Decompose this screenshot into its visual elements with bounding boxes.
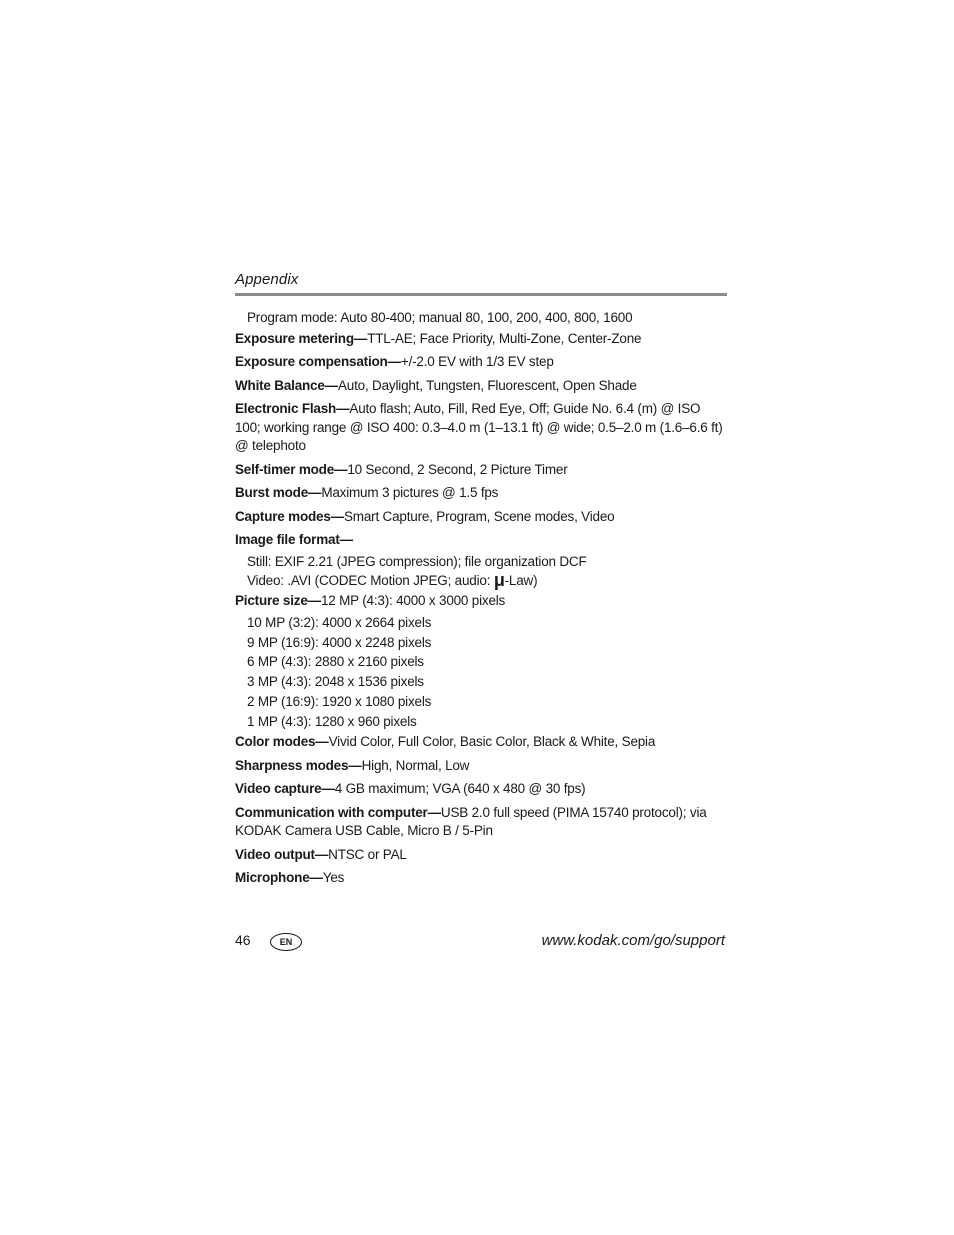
spec-value: Auto, Daylight, Tungsten, Fluorescent, Open Shade [337,377,637,393]
spec-color-modes [235,733,727,752]
spec-value: NTSC or PAL [328,846,407,862]
spec-image-file-format [235,531,727,550]
spec-value: 10 Second, 2 Second, 2 Picture Timer [347,461,568,477]
manual-page [235,270,727,888]
spec-value: Vivid Color, Full Color, Basic Color, Black & White, Sepia [328,734,656,750]
spec-picture-size [235,592,727,611]
spec-video-capture [235,780,727,799]
spec-term: Exposure metering— [235,330,368,346]
spec-value: Smart Capture, Program, Scene modes, Video [343,508,615,524]
list-item: Still: EXIF 2.21 (JPEG compression); file organization DCF [247,553,587,569]
spec-term: Video output— [235,846,329,862]
list-item: 3 MP (4:3): 2048 x 1536 pixels [247,674,424,690]
spec-exposure-compensation [235,353,727,372]
spec-term: Electronic Flash— [235,401,350,416]
spec-sharpness-modes [235,757,727,776]
spec-term: Microphone— [235,870,323,886]
spec-microphone [235,869,727,888]
spec-electronic-flash [235,400,727,456]
language-badge-icon: EN [270,933,302,951]
page-footer [235,930,725,952]
spec-value: TTL-AE; Face Priority, Multi-Zone, Center-Zone [367,330,642,346]
spec-term: Communication with computer— [235,804,441,820]
spec-video-output [235,846,727,865]
running-head: Appendix [235,271,299,288]
list-item: 10 MP (3:2): 4000 x 2664 pixels [247,615,432,630]
spec-white-balance [235,377,727,396]
spec-value: Yes [322,870,345,886]
list-item: 1 MP (4:3): 1280 x 960 pixels [247,713,417,729]
spec-value: High, Normal, Low [361,757,470,773]
page-number: 46 [235,932,251,948]
spec-burst-mode [235,484,727,503]
list-item: Video: .AVI (CODEC Motion JPEG; audio: μ-Law) [247,569,538,590]
picture-size-list [235,613,727,731]
list-item: 6 MP (4:3): 2880 x 2160 pixels [247,654,424,670]
spec-value: Auto flash; Auto, Fill, Red Eye, Off; Guide No. 6.4 (m) @ ISO 100; working range @ ISO 400: 0.3–4.0 m (1–13.1 ft) @ wide; 0.5–2.0 m (1.6–6.6 ft) @ telephoto [235,401,723,453]
spec-term: Self-timer mode— [235,461,348,477]
spec-exposure-metering [235,330,727,349]
spec-value: USB 2.0 full speed (PIMA 15740 protocol); via KODAK Camera USB Cable, Micro B / 5-Pin [235,804,707,839]
spec-term: Picture size— [235,592,321,608]
spec-value: 4 GB maximum; VGA (640 x 480 @ 30 fps) [334,781,586,797]
spec-list [235,309,727,888]
list-item: 2 MP (16:9): 1920 x 1080 pixels [247,693,432,709]
spec-self-timer [235,461,727,480]
spec-term: Image file format— [235,532,353,547]
spec-value: Maximum 3 pictures @ 1.5 fps [321,485,499,500]
spec-term: Exposure compensation— [235,354,401,369]
spec-term: Capture modes— [235,508,344,524]
spec-value: +/-2.0 EV with 1/3 EV step [400,354,554,369]
spec-communication [235,804,727,841]
spec-term: Sharpness modes— [235,757,362,773]
spec-value: 12 MP (4:3): 4000 x 3000 pixels [320,592,506,608]
spec-term: White Balance— [235,377,338,393]
image-file-format-list [235,553,727,590]
header-rule [235,293,727,296]
support-url: www.kodak.com/go/support [541,932,725,949]
list-item: 9 MP (16:9): 4000 x 2248 pixels [247,634,432,650]
spec-term: Color modes— [235,734,329,750]
mu-symbol: μ [493,569,505,590]
spec-capture-modes [235,508,727,527]
spec-term: Burst mode— [235,485,322,500]
program-mode-line: Program mode: Auto 80-400; manual 80, 100, 200, 400, 800, 1600 [247,310,633,325]
spec-term: Video capture— [235,781,335,797]
